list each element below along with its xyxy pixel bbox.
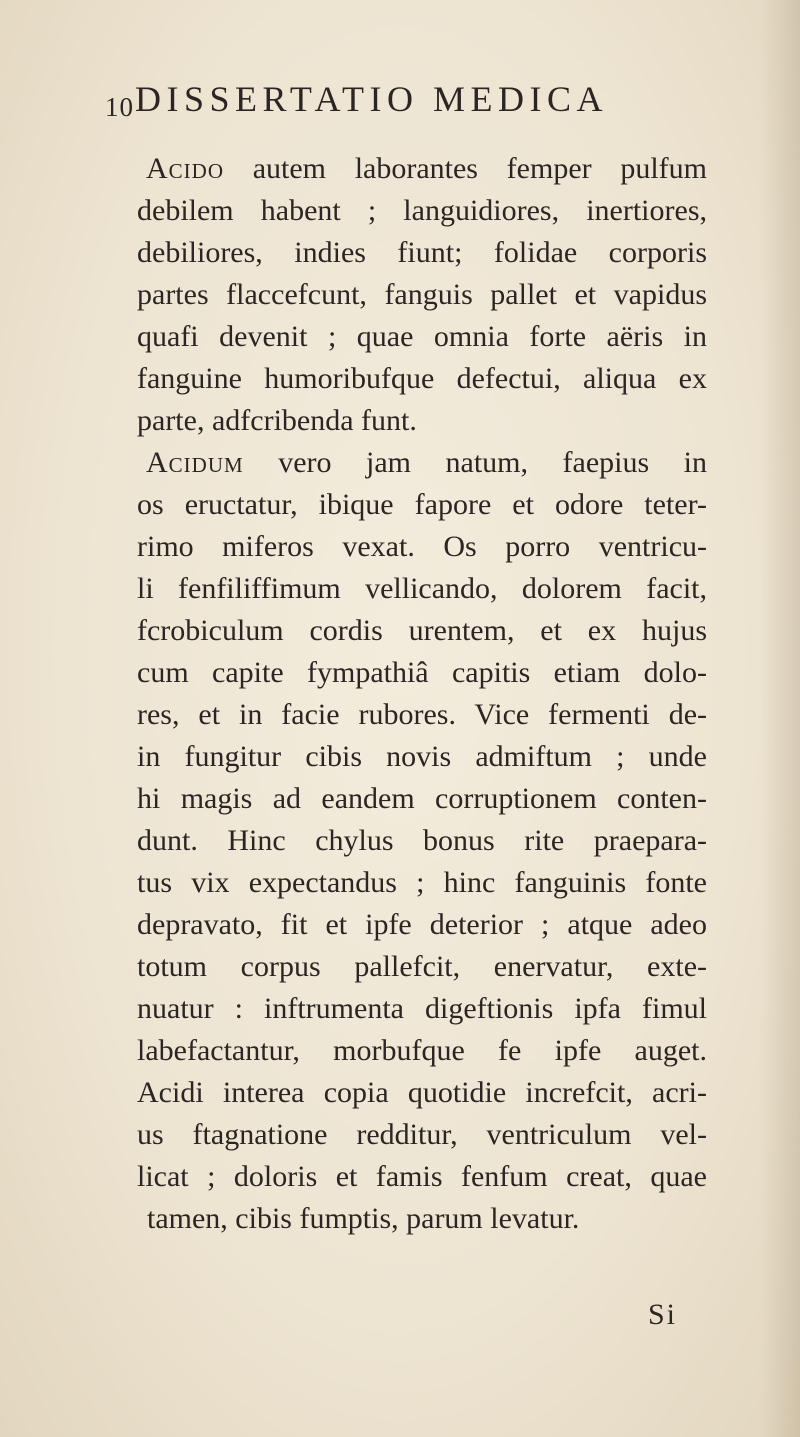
paragraph-1-line-1 [137, 148, 707, 190]
text-line: cum capite fympathiâ capitis etiam dolo- [137, 656, 707, 689]
catchword: Si [648, 1298, 678, 1331]
text-line: in fungitur cibis novis admiftum ; unde [137, 740, 707, 773]
text-line: nuatur : inftrumenta digeftionis ipfa fimul [137, 992, 707, 1025]
lead-word: Acido [146, 152, 224, 185]
body-text [137, 148, 707, 1240]
text-line: vero jam natum, faepius in [243, 446, 707, 479]
page-header [105, 78, 705, 122]
text-line: fanguine humoribufque defectui, aliqua ex [137, 362, 707, 395]
text-line: os eructatur, ibique fapore et odore teter- [137, 488, 707, 521]
text-line: partes flaccefcunt, fanguis pallet et vapidus [137, 278, 707, 311]
text-line: us ftagnatione redditur, ventriculum vel- [137, 1118, 707, 1151]
paragraph-2-line-1 [137, 442, 707, 484]
text-line: quafi devenit ; quae omnia forte aëris in [137, 320, 707, 353]
text-line: parte, adfcribenda funt. [137, 404, 417, 437]
text-line: Acidi interea copia quotidie increfcit, acri- [137, 1076, 707, 1109]
text-line: tus vix expectandus ; hinc fanguinis fonte [137, 866, 707, 899]
text-line: hi magis ad eandem corruptionem conten- [137, 782, 707, 815]
text-line: li fenfiliffimum vellicando, dolorem facit, [137, 572, 707, 605]
page-edge-shadow [760, 0, 800, 1437]
text-line: depravato, fit et ipfe deterior ; atque adeo [137, 908, 707, 941]
text-line: fcrobiculum cordis urentem, et ex hujus [137, 614, 707, 647]
text-line: debilem habent ; languidiores, inertiores, [137, 194, 707, 227]
text-line: tamen, cibis fumptis, parum levatur. [147, 1202, 580, 1235]
text-line: totum corpus pallefcit, enervatur, exte- [137, 950, 707, 983]
text-line: autem laborantes femper pulfum [224, 152, 707, 185]
text-line: licat ; doloris et famis fenfum creat, quae [137, 1160, 707, 1193]
page-number: 10 [105, 92, 134, 122]
text-line: rimo miferos vexat. Os porro ventricu- [137, 530, 707, 563]
text-line: dunt. Hinc chylus bonus rite praepara- [137, 824, 707, 857]
running-title: DISSERTATIO MEDICA [135, 79, 608, 119]
lead-word: Acidum [146, 446, 244, 479]
text-line: debiliores, indies fiunt; folidae corporis [137, 236, 707, 269]
text-line: labefactantur, morbufque fe ipfe auget. [137, 1034, 707, 1067]
text-line: res, et in facie rubores. Vice fermenti de- [137, 698, 707, 731]
